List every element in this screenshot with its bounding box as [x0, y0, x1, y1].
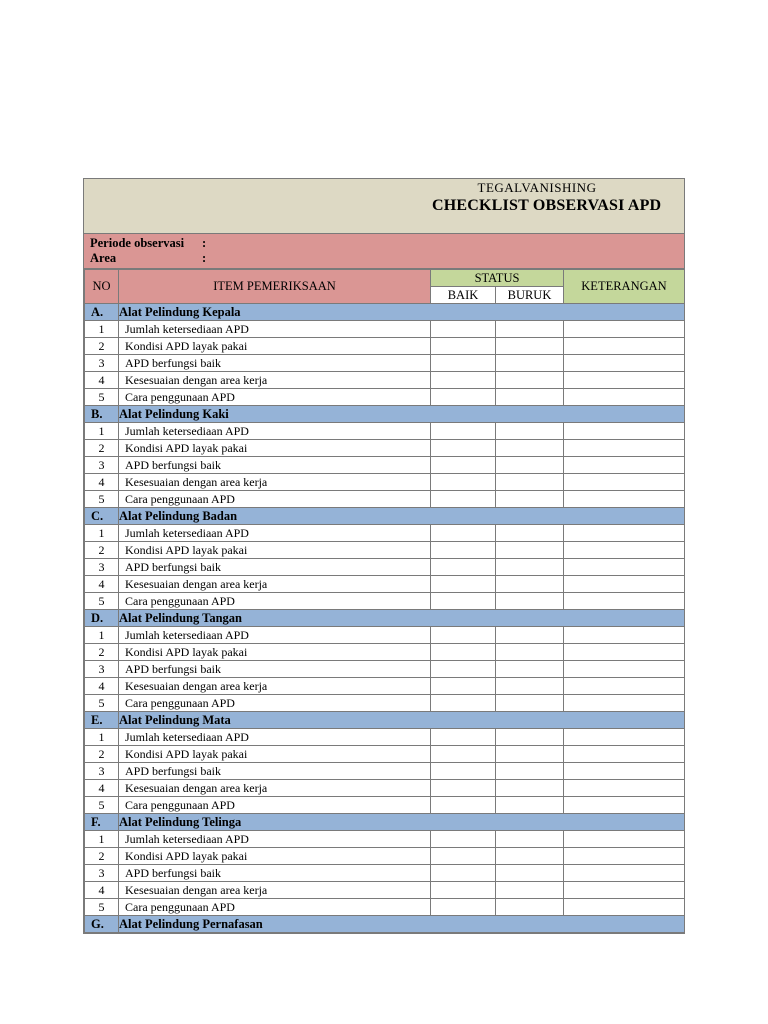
item-number: 5 [85, 389, 119, 406]
notes-cell[interactable] [564, 729, 685, 746]
good-cell[interactable] [431, 440, 496, 457]
table-row [85, 559, 685, 576]
notes-cell[interactable] [564, 559, 685, 576]
good-cell[interactable] [431, 576, 496, 593]
item-number: 1 [85, 525, 119, 542]
observation-meta [84, 234, 684, 269]
item-text: APD berfungsi baik [119, 457, 431, 474]
item-text: Kesesuaian dengan area kerja [119, 372, 431, 389]
notes-cell[interactable] [564, 423, 685, 440]
item-text: Kesesuaian dengan area kerja [119, 780, 431, 797]
table-row [85, 457, 685, 474]
table-row [85, 440, 685, 457]
good-cell[interactable] [431, 695, 496, 712]
notes-cell[interactable] [564, 627, 685, 644]
item-text: Kondisi APD layak pakai [119, 644, 431, 661]
bad-cell[interactable] [496, 423, 564, 440]
item-number: 3 [85, 457, 119, 474]
good-cell[interactable] [431, 355, 496, 372]
item-text: APD berfungsi baik [119, 559, 431, 576]
bad-cell[interactable] [496, 695, 564, 712]
table-row [85, 474, 685, 491]
item-number: 5 [85, 695, 119, 712]
item-number: 1 [85, 423, 119, 440]
table-row [85, 644, 685, 661]
section-title: Alat Pelindung Kaki [119, 406, 685, 423]
item-number: 4 [85, 780, 119, 797]
good-cell[interactable] [431, 899, 496, 916]
column-header-good: BAIK [431, 287, 496, 304]
bad-cell[interactable] [496, 542, 564, 559]
notes-cell[interactable] [564, 440, 685, 457]
section-row [85, 304, 685, 321]
item-number: 3 [85, 763, 119, 780]
notes-cell[interactable] [564, 491, 685, 508]
item-text: Cara penggunaan APD [119, 389, 431, 406]
table-row [85, 627, 685, 644]
document-title: CHECKLIST OBSERVASI APD [432, 197, 662, 214]
item-number: 3 [85, 661, 119, 678]
good-cell[interactable] [431, 865, 496, 882]
bad-cell[interactable] [496, 797, 564, 814]
section-title: Alat Pelindung Kepala [119, 304, 685, 321]
good-cell[interactable] [431, 559, 496, 576]
item-number: 3 [85, 355, 119, 372]
bad-cell[interactable] [496, 321, 564, 338]
section-letter: A. [85, 304, 119, 321]
good-cell[interactable] [431, 491, 496, 508]
table-row [85, 797, 685, 814]
bad-cell[interactable] [496, 882, 564, 899]
table-row [85, 542, 685, 559]
table-row [85, 576, 685, 593]
item-number: 2 [85, 644, 119, 661]
item-text: Jumlah ketersediaan APD [119, 321, 431, 338]
item-number: 3 [85, 559, 119, 576]
item-number: 5 [85, 593, 119, 610]
column-header-notes: KETERANGAN [564, 270, 685, 304]
good-cell[interactable] [431, 338, 496, 355]
bad-cell[interactable] [496, 389, 564, 406]
document-header [84, 179, 684, 234]
period-field [90, 236, 207, 251]
item-text: Jumlah ketersediaan APD [119, 423, 431, 440]
checklist-sheet [83, 178, 685, 934]
table-row [85, 338, 685, 355]
section-letter: E. [85, 712, 119, 729]
column-header-bad: BURUK [496, 287, 564, 304]
item-text: Kesesuaian dengan area kerja [119, 474, 431, 491]
good-cell[interactable] [431, 474, 496, 491]
bad-cell[interactable] [496, 559, 564, 576]
section-title: Alat Pelindung Badan [119, 508, 685, 525]
item-text: Kondisi APD layak pakai [119, 746, 431, 763]
section-title: Alat Pelindung Mata [119, 712, 685, 729]
section-row [85, 508, 685, 525]
good-cell[interactable] [431, 661, 496, 678]
good-cell[interactable] [431, 763, 496, 780]
item-number: 1 [85, 729, 119, 746]
item-number: 4 [85, 678, 119, 695]
bad-cell[interactable] [496, 627, 564, 644]
good-cell[interactable] [431, 797, 496, 814]
checklist-table [84, 269, 685, 933]
good-cell[interactable] [431, 746, 496, 763]
section-letter: C. [85, 508, 119, 525]
good-cell[interactable] [431, 389, 496, 406]
notes-cell[interactable] [564, 661, 685, 678]
table-row [85, 763, 685, 780]
notes-cell[interactable] [564, 746, 685, 763]
good-cell[interactable] [431, 644, 496, 661]
item-number: 4 [85, 474, 119, 491]
table-row [85, 882, 685, 899]
good-cell[interactable] [431, 593, 496, 610]
area-colon: : [202, 251, 207, 265]
table-row [85, 678, 685, 695]
bad-cell[interactable] [496, 576, 564, 593]
good-cell[interactable] [431, 372, 496, 389]
bad-cell[interactable] [496, 848, 564, 865]
notes-cell[interactable] [564, 848, 685, 865]
area-field [90, 251, 207, 266]
item-number: 3 [85, 865, 119, 882]
item-text: Jumlah ketersediaan APD [119, 525, 431, 542]
section-letter: F. [85, 814, 119, 831]
item-number: 4 [85, 882, 119, 899]
notes-cell[interactable] [564, 593, 685, 610]
notes-cell[interactable] [564, 797, 685, 814]
item-text: Kondisi APD layak pakai [119, 440, 431, 457]
bad-cell[interactable] [496, 865, 564, 882]
period-label: Periode observasi [90, 236, 185, 250]
notes-cell[interactable] [564, 355, 685, 372]
item-text: Cara penggunaan APD [119, 593, 431, 610]
item-number: 2 [85, 848, 119, 865]
notes-cell[interactable] [564, 831, 685, 848]
notes-cell[interactable] [564, 882, 685, 899]
area-label: Area [90, 251, 117, 265]
notes-cell[interactable] [564, 321, 685, 338]
bad-cell[interactable] [496, 661, 564, 678]
bad-cell[interactable] [496, 899, 564, 916]
item-text: Cara penggunaan APD [119, 491, 431, 508]
section-row [85, 712, 685, 729]
notes-cell[interactable] [564, 542, 685, 559]
section-row [85, 610, 685, 627]
table-row [85, 695, 685, 712]
item-number: 2 [85, 542, 119, 559]
good-cell[interactable] [431, 848, 496, 865]
column-header-no: NO [85, 270, 119, 304]
section-title: Alat Pelindung Pernafasan [119, 916, 685, 933]
item-text: APD berfungsi baik [119, 355, 431, 372]
bad-cell[interactable] [496, 729, 564, 746]
table-row [85, 389, 685, 406]
item-number: 5 [85, 491, 119, 508]
column-header-status: STATUS [431, 270, 564, 287]
notes-cell[interactable] [564, 576, 685, 593]
table-row [85, 355, 685, 372]
checklist-body [85, 304, 685, 933]
section-letter: B. [85, 406, 119, 423]
table-row [85, 372, 685, 389]
item-number: 1 [85, 627, 119, 644]
item-number: 5 [85, 899, 119, 916]
bad-cell[interactable] [496, 763, 564, 780]
item-number: 5 [85, 797, 119, 814]
item-number: 4 [85, 372, 119, 389]
good-cell[interactable] [431, 457, 496, 474]
item-text: Jumlah ketersediaan APD [119, 627, 431, 644]
column-header-item: ITEM PEMERIKSAAN [119, 270, 431, 304]
company-name: TEGALVANISHING [477, 180, 597, 195]
item-text: Cara penggunaan APD [119, 899, 431, 916]
notes-cell[interactable] [564, 644, 685, 661]
notes-cell[interactable] [564, 389, 685, 406]
table-row [85, 780, 685, 797]
notes-cell[interactable] [564, 865, 685, 882]
table-row [85, 746, 685, 763]
notes-cell[interactable] [564, 763, 685, 780]
notes-cell[interactable] [564, 695, 685, 712]
item-text: Kondisi APD layak pakai [119, 338, 431, 355]
item-text: Kondisi APD layak pakai [119, 542, 431, 559]
item-text: Jumlah ketersediaan APD [119, 729, 431, 746]
period-colon: : [202, 236, 207, 250]
notes-cell[interactable] [564, 474, 685, 491]
notes-cell[interactable] [564, 338, 685, 355]
notes-cell[interactable] [564, 780, 685, 797]
bad-cell[interactable] [496, 831, 564, 848]
bad-cell[interactable] [496, 746, 564, 763]
section-row [85, 814, 685, 831]
good-cell[interactable] [431, 525, 496, 542]
bad-cell[interactable] [496, 338, 564, 355]
item-text: Cara penggunaan APD [119, 797, 431, 814]
notes-cell[interactable] [564, 457, 685, 474]
good-cell[interactable] [431, 321, 496, 338]
section-title: Alat Pelindung Telinga [119, 814, 685, 831]
section-row [85, 406, 685, 423]
section-letter: G. [85, 916, 119, 933]
table-row [85, 729, 685, 746]
table-row [85, 848, 685, 865]
good-cell[interactable] [431, 780, 496, 797]
item-text: Cara penggunaan APD [119, 695, 431, 712]
good-cell[interactable] [431, 729, 496, 746]
bad-cell[interactable] [496, 678, 564, 695]
notes-cell[interactable] [564, 372, 685, 389]
item-number: 2 [85, 440, 119, 457]
good-cell[interactable] [431, 831, 496, 848]
bad-cell[interactable] [496, 440, 564, 457]
good-cell[interactable] [431, 678, 496, 695]
item-text: Kesesuaian dengan area kerja [119, 576, 431, 593]
item-number: 2 [85, 746, 119, 763]
section-row [85, 916, 685, 933]
notes-cell[interactable] [564, 899, 685, 916]
notes-cell[interactable] [564, 678, 685, 695]
bad-cell[interactable] [496, 525, 564, 542]
notes-cell[interactable] [564, 525, 685, 542]
item-number: 1 [85, 831, 119, 848]
table-row [85, 321, 685, 338]
item-text: APD berfungsi baik [119, 661, 431, 678]
table-row [85, 491, 685, 508]
table-row [85, 661, 685, 678]
good-cell[interactable] [431, 627, 496, 644]
item-number: 4 [85, 576, 119, 593]
item-text: APD berfungsi baik [119, 763, 431, 780]
table-row [85, 899, 685, 916]
item-text: Jumlah ketersediaan APD [119, 831, 431, 848]
bad-cell[interactable] [496, 355, 564, 372]
table-row [85, 423, 685, 440]
table-row [85, 593, 685, 610]
item-text: Kesesuaian dengan area kerja [119, 882, 431, 899]
section-title: Alat Pelindung Tangan [119, 610, 685, 627]
item-number: 1 [85, 321, 119, 338]
item-text: Kondisi APD layak pakai [119, 848, 431, 865]
bad-cell[interactable] [496, 457, 564, 474]
section-letter: D. [85, 610, 119, 627]
good-cell[interactable] [431, 423, 496, 440]
item-text: APD berfungsi baik [119, 865, 431, 882]
bad-cell[interactable] [496, 474, 564, 491]
item-number: 2 [85, 338, 119, 355]
item-text: Kesesuaian dengan area kerja [119, 678, 431, 695]
table-row [85, 525, 685, 542]
good-cell[interactable] [431, 882, 496, 899]
table-row [85, 865, 685, 882]
table-row [85, 831, 685, 848]
good-cell[interactable] [431, 542, 496, 559]
bad-cell[interactable] [496, 491, 564, 508]
bad-cell[interactable] [496, 644, 564, 661]
bad-cell[interactable] [496, 372, 564, 389]
bad-cell[interactable] [496, 780, 564, 797]
bad-cell[interactable] [496, 593, 564, 610]
